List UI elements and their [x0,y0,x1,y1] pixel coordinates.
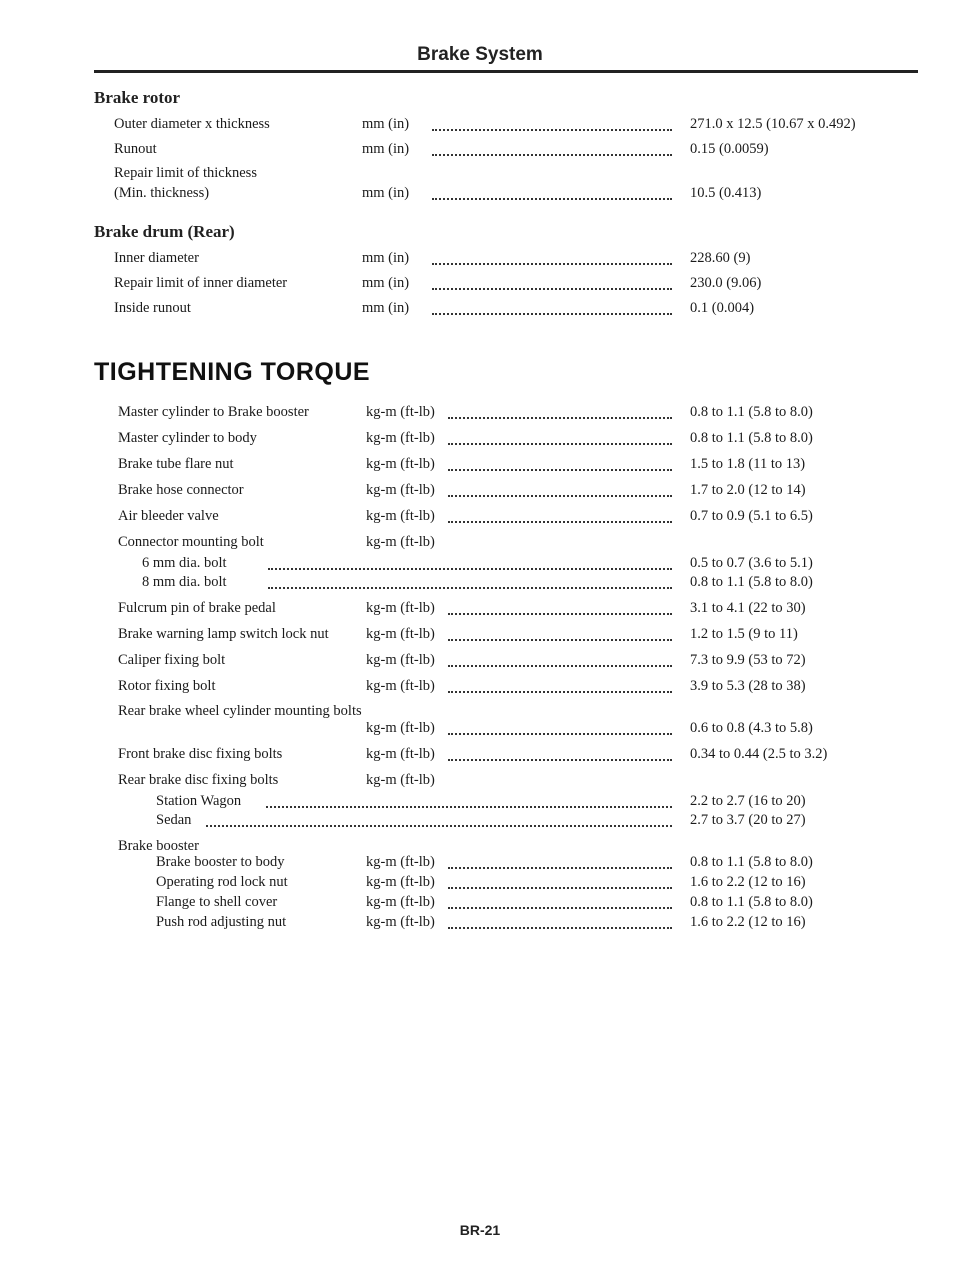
torque-value: 3.1 to 4.1 (22 to 30) [690,600,806,616]
spec-unit: mm (in) [362,185,410,201]
spec-value: 271.0 x 12.5 (10.67 x 0.492) [690,116,856,132]
torque-value: 0.8 to 1.1 (5.8 to 8.0) [690,854,813,870]
section-heading-tightening-torque: TIGHTENING TORQUE [94,358,371,386]
torque-label: Brake booster [118,838,199,854]
dot-leader [268,579,672,589]
dot-leader [448,657,672,667]
page-number: BR-21 [459,1222,501,1238]
spec-unit: mm (in) [362,300,410,316]
torque-label: Air bleeder valve [118,508,219,524]
torque-value: 0.34 to 0.44 (2.5 to 3.2) [690,746,828,762]
dot-leader [448,919,672,929]
torque-unit: kg-m (ft-lb) [366,534,435,550]
torque-label: Rear brake wheel cylinder mounting bolts [118,703,362,719]
torque-unit: kg-m (ft-lb) [366,626,435,642]
torque-label: Fulcrum pin of brake pedal [118,600,276,616]
torque-label: Rear brake disc fixing bolts [118,772,279,788]
torque-unit: kg-m (ft-lb) [366,678,435,694]
torque-label: Connector mounting bolt [118,534,264,550]
torque-value: 0.7 to 0.9 (5.1 to 6.5) [690,508,813,524]
torque-sublabel: 6 mm dia. bolt [142,555,227,571]
torque-value: 0.8 to 1.1 (5.8 to 8.0) [690,894,813,910]
torque-value: 2.2 to 2.7 (16 to 20) [690,793,806,809]
torque-unit: kg-m (ft-lb) [366,652,435,668]
dot-leader [448,513,672,523]
torque-unit: kg-m (ft-lb) [366,854,435,870]
section-heading-brake-rotor: Brake rotor [94,88,181,107]
dot-leader [266,798,672,808]
dot-leader [432,305,672,315]
torque-value: 0.8 to 1.1 (5.8 to 8.0) [690,574,813,590]
torque-label: Master cylinder to body [118,430,257,446]
dot-leader [448,461,672,471]
torque-unit: kg-m (ft-lb) [366,720,435,736]
torque-value: 0.6 to 0.8 (4.3 to 5.8) [690,720,813,736]
spec-value: 0.15 (0.0059) [690,141,769,157]
torque-label: Front brake disc fixing bolts [118,746,283,762]
torque-unit: kg-m (ft-lb) [366,456,435,472]
spec-label: Runout [114,141,157,157]
torque-sublabel: Push rod adjusting nut [156,914,287,930]
spec-label: Outer diameter x thickness [114,116,270,132]
spec-label: Repair limit of inner diameter [114,275,288,291]
torque-unit: kg-m (ft-lb) [366,430,435,446]
header-rule [94,70,918,73]
dot-leader [448,859,672,869]
dot-leader [432,146,672,156]
dot-leader [448,605,672,615]
page-header-title: Brake System [417,44,543,65]
dot-leader [432,280,672,290]
spec-unit: mm (in) [362,116,410,132]
torque-label: Brake warning lamp switch lock nut [118,626,329,642]
spec-value: 228.60 (9) [690,250,751,266]
torque-value: 1.2 to 1.5 (9 to 11) [690,626,798,642]
torque-unit: kg-m (ft-lb) [366,914,435,930]
torque-unit: kg-m (ft-lb) [366,874,435,890]
dot-leader [432,190,672,200]
dot-leader [448,879,672,889]
torque-value: 0.8 to 1.1 (5.8 to 8.0) [690,404,813,420]
dot-leader [432,255,672,265]
dot-leader [448,487,672,497]
spec-label: Repair limit of thickness [114,165,257,181]
spec-value: 10.5 (0.413) [690,185,762,201]
torque-label: Master cylinder to Brake booster [118,404,309,420]
dot-leader [432,121,672,131]
torque-unit: kg-m (ft-lb) [366,600,435,616]
torque-sublabel: Station Wagon [156,793,242,809]
torque-unit: kg-m (ft-lb) [366,482,435,498]
torque-value: 0.8 to 1.1 (5.8 to 8.0) [690,430,813,446]
torque-label: Rotor fixing bolt [118,678,216,694]
spec-unit: mm (in) [362,250,410,266]
spec-label: Inside runout [114,300,191,316]
dot-leader [448,751,672,761]
dot-leader [448,631,672,641]
torque-label: Brake tube flare nut [118,456,234,472]
torque-unit: kg-m (ft-lb) [366,894,435,910]
torque-value: 3.9 to 5.3 (28 to 38) [690,678,806,694]
torque-value: 7.3 to 9.9 (53 to 72) [690,652,806,668]
torque-value: 1.7 to 2.0 (12 to 14) [690,482,806,498]
torque-unit: kg-m (ft-lb) [366,508,435,524]
dot-leader [206,817,672,827]
torque-value: 0.5 to 0.7 (3.6 to 5.1) [690,555,813,571]
torque-value: 1.6 to 2.2 (12 to 16) [690,874,806,890]
dot-leader [448,409,672,419]
dot-leader [448,435,672,445]
torque-sublabel: Flange to shell cover [156,894,278,910]
torque-value: 2.7 to 3.7 (20 to 27) [690,812,806,828]
torque-sublabel: Brake booster to body [156,854,285,870]
spec-unit: mm (in) [362,141,410,157]
dot-leader [448,683,672,693]
torque-unit: kg-m (ft-lb) [366,404,435,420]
spec-label: Inner diameter [114,250,199,266]
dot-leader [448,899,672,909]
torque-value: 1.5 to 1.8 (11 to 13) [690,456,806,472]
torque-unit: kg-m (ft-lb) [366,772,435,788]
torque-unit: kg-m (ft-lb) [366,746,435,762]
torque-sublabel: 8 mm dia. bolt [142,574,227,590]
torque-sublabel: Sedan [156,812,192,828]
section-heading-brake-drum: Brake drum (Rear) [94,222,235,241]
spec-label: (Min. thickness) [114,185,210,201]
dot-leader [268,560,672,570]
torque-sublabel: Operating rod lock nut [156,874,288,890]
spec-value: 230.0 (9.06) [690,275,762,291]
torque-value: 1.6 to 2.2 (12 to 16) [690,914,806,930]
torque-label: Brake hose connector [118,482,244,498]
spec-value: 0.1 (0.004) [690,300,755,316]
torque-label: Caliper fixing bolt [118,652,226,668]
spec-unit: mm (in) [362,275,410,291]
dot-leader [448,725,672,735]
